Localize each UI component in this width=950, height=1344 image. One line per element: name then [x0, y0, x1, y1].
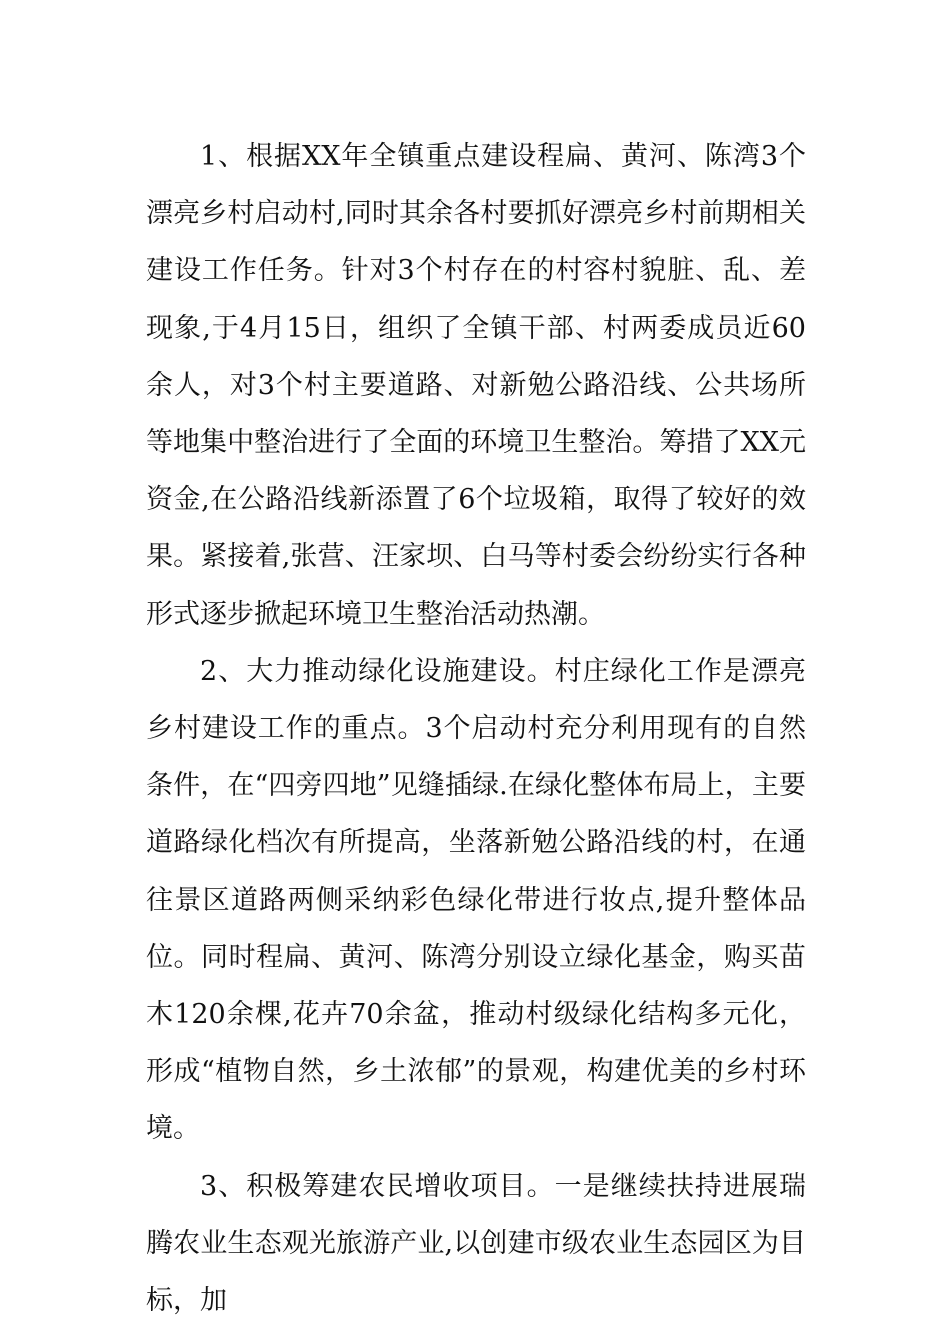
paragraph-1: 1、根据XX年全镇重点建设程扁、黄河、陈湾3个漂亮乡村启动村,同时其余各村要抓好漂亮乡村前期相关建设工作任务。针对3个村存在的村容村貌脏、乱、差现象,于4月15日，组织了全镇干部、村两委成员近60余人，对3个村主要道路、对新勉公路沿线、公共场所等地集中整治进行了全面的环境卫生整治。筹措了XX元资金,在公路沿线新添置了6个垃圾箱，取得了较好的效果。紧接着,张营、汪家坝、白马等村委会纷纷实行各种形式逐步掀起环境卫生整治活动热潮。	[146, 141, 806, 630]
document-body	[146, 128, 806, 1329]
paragraph-2: 2、大力推动绿化设施建设。村庄绿化工作是漂亮乡村建设工作的重点。3个启动村充分利用现有的自然条件，在“四旁四地”见缝插绿.在绿化整体布局上，主要道路绿化档次有所提高，坐落新勉公路沿线的村，在通往景区道路两侧采纳彩色绿化带进行妆点,提升整体品位。同时程扁、黄河、陈湾分别设立绿化基金，购买苗木120余棵,花卉70余盆，推动村级绿化结构多元化，形成“植物自然，乡土浓郁”的景观，构建优美的乡村环境。	[146, 655, 806, 1145]
paragraph-3: 3、积极筹建农民增收项目。一是继续扶持进展瑞腾农业生态观光旅游产业,以创建市级农业生态园区为目标，加	[146, 1170, 806, 1317]
